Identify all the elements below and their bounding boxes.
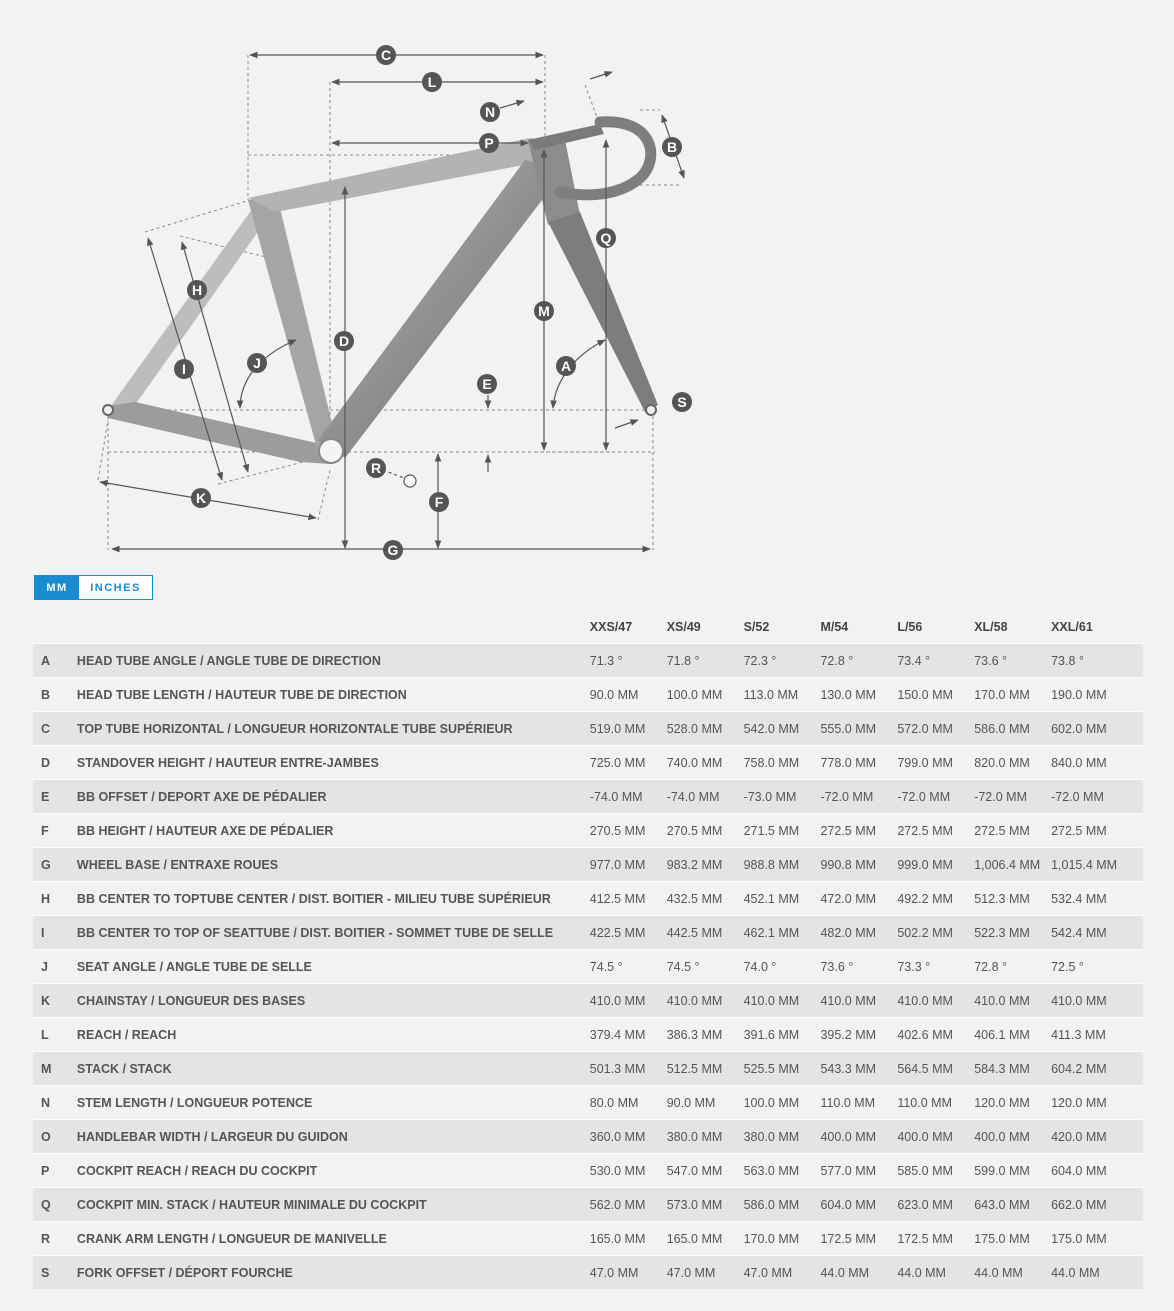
row-value: 778.0 MM: [820, 746, 897, 780]
row-label: CHAINSTAY / LONGUEUR DES BASES: [77, 984, 590, 1018]
row-value: 73.4 °: [897, 644, 974, 678]
row-letter: S: [33, 1256, 77, 1290]
row-value: 270.5 MM: [590, 814, 667, 848]
row-letter: Q: [33, 1188, 77, 1222]
row-value: 563.0 MM: [744, 1154, 821, 1188]
row-label: CRANK ARM LENGTH / LONGUEUR DE MANIVELLE: [77, 1222, 590, 1256]
header-blank: [77, 610, 590, 644]
row-value: 512.3 MM: [974, 882, 1051, 916]
header-blank: [33, 610, 77, 644]
row-value: 584.3 MM: [974, 1052, 1051, 1086]
svg-text:B: B: [666, 139, 678, 155]
row-value: 165.0 MM: [667, 1222, 744, 1256]
row-label: STANDOVER HEIGHT / HAUTEUR ENTRE-JAMBES: [77, 746, 590, 780]
size-header: XXS/47: [589, 619, 633, 634]
svg-text:R: R: [370, 460, 382, 476]
row-value: 604.0 MM: [820, 1188, 897, 1222]
svg-text:G: G: [387, 542, 399, 558]
table-row: [33, 814, 1143, 848]
row-letter: P: [33, 1154, 77, 1188]
row-value: 72.8 °: [820, 644, 897, 678]
table-row: [33, 848, 1143, 882]
row-value: 74.5 °: [667, 950, 744, 984]
marker-r: [366, 458, 386, 478]
row-value: 604.0 MM: [1051, 1154, 1143, 1188]
row-label: STACK / STACK: [77, 1052, 590, 1086]
svg-text:L: L: [427, 74, 437, 90]
row-value: -74.0 MM: [590, 780, 667, 814]
marker-f: [429, 492, 449, 512]
row-letter: E: [33, 780, 77, 814]
table-row: [33, 678, 1143, 712]
row-label: BB CENTER TO TOP OF SEATTUBE / DIST. BOITIER - SOMMET TUBE DE SELLE: [77, 916, 590, 950]
row-value: 530.0 MM: [590, 1154, 667, 1188]
row-label: REACH / REACH: [77, 1018, 590, 1052]
row-label: FORK OFFSET / DÉPORT FOURCHE: [77, 1256, 590, 1290]
row-value: 74.5 °: [590, 950, 667, 984]
row-value: 1,015.4 MM: [1051, 848, 1143, 882]
row-value: 410.0 MM: [820, 984, 897, 1018]
row-value: 555.0 MM: [820, 712, 897, 746]
row-value: 410.0 MM: [974, 984, 1051, 1018]
row-label: TOP TUBE HORIZONTAL / LONGUEUR HORIZONTALE TUBE SUPÉRIEUR: [77, 712, 590, 746]
row-value: 130.0 MM: [820, 678, 897, 712]
row-value: 73.6 °: [820, 950, 897, 984]
row-value: 564.5 MM: [897, 1052, 974, 1086]
marker-s: [672, 392, 692, 412]
row-value: 492.2 MM: [897, 882, 974, 916]
row-value: 80.0 MM: [590, 1086, 667, 1120]
marker-b: [662, 137, 682, 157]
row-letter: I: [33, 916, 77, 950]
table-row: [33, 950, 1143, 984]
row-value: 410.0 MM: [590, 984, 667, 1018]
row-value: 172.5 MM: [897, 1222, 974, 1256]
row-value: 410.0 MM: [897, 984, 974, 1018]
row-value: 113.0 MM: [744, 678, 821, 712]
row-value: 410.0 MM: [744, 984, 821, 1018]
table-row: [33, 916, 1143, 950]
row-value: 983.2 MM: [667, 848, 744, 882]
row-value: 379.4 MM: [590, 1018, 667, 1052]
table-row: [33, 1086, 1143, 1120]
row-letter: L: [33, 1018, 77, 1052]
row-value: 543.3 MM: [820, 1052, 897, 1086]
size-header: XS/49: [666, 619, 701, 634]
row-label: BB HEIGHT / HAUTEUR AXE DE PÉDALIER: [77, 814, 590, 848]
row-value: 410.0 MM: [667, 984, 744, 1018]
row-value: 360.0 MM: [590, 1120, 667, 1154]
row-value: 412.5 MM: [590, 882, 667, 916]
row-value: 990.8 MM: [820, 848, 897, 882]
row-value: -72.0 MM: [820, 780, 897, 814]
row-value: 90.0 MM: [590, 678, 667, 712]
row-letter: G: [33, 848, 77, 882]
table-row: [33, 644, 1143, 678]
row-value: 175.0 MM: [974, 1222, 1051, 1256]
row-letter: M: [33, 1052, 77, 1086]
row-value: 472.0 MM: [820, 882, 897, 916]
unit-inches-button[interactable]: INCHES: [79, 576, 152, 599]
svg-text:P: P: [484, 135, 494, 151]
svg-text:Q: Q: [600, 230, 612, 246]
row-value: 799.0 MM: [897, 746, 974, 780]
table-row: [33, 1120, 1143, 1154]
row-label: COCKPIT MIN. STACK / HAUTEUR MINIMALE DU COCKPIT: [77, 1188, 590, 1222]
row-value: 585.0 MM: [897, 1154, 974, 1188]
bike-frame: [103, 122, 658, 487]
row-value: 740.0 MM: [667, 746, 744, 780]
row-value: 120.0 MM: [1051, 1086, 1143, 1120]
row-value: 72.3 °: [744, 644, 821, 678]
row-letter: N: [33, 1086, 77, 1120]
row-value: 482.0 MM: [820, 916, 897, 950]
row-value: 44.0 MM: [897, 1256, 974, 1290]
row-value: 525.5 MM: [744, 1052, 821, 1086]
row-letter: R: [33, 1222, 77, 1256]
row-value: 395.2 MM: [820, 1018, 897, 1052]
row-value: 391.6 MM: [744, 1018, 821, 1052]
row-value: 512.5 MM: [667, 1052, 744, 1086]
row-value: 272.5 MM: [897, 814, 974, 848]
row-value: 74.0 °: [744, 950, 821, 984]
row-letter: B: [33, 678, 77, 712]
row-letter: C: [33, 712, 77, 746]
svg-text:N: N: [484, 104, 496, 120]
row-value: 100.0 MM: [667, 678, 744, 712]
row-value: 420.0 MM: [1051, 1120, 1143, 1154]
row-value: 547.0 MM: [667, 1154, 744, 1188]
marker-a: [556, 356, 576, 376]
row-value: 840.0 MM: [1051, 746, 1143, 780]
row-value: 72.5 °: [1051, 950, 1143, 984]
marker-p: [479, 133, 499, 153]
row-letter: H: [33, 882, 77, 916]
row-value: 462.1 MM: [744, 916, 821, 950]
size-header: XXL/61: [1051, 619, 1093, 634]
row-value: 577.0 MM: [820, 1154, 897, 1188]
row-value: -72.0 MM: [974, 780, 1051, 814]
row-value: 386.3 MM: [667, 1018, 744, 1052]
row-value: 502.2 MM: [897, 916, 974, 950]
marker-n: [480, 102, 500, 122]
row-value: 432.5 MM: [667, 882, 744, 916]
row-value: 643.0 MM: [974, 1188, 1051, 1222]
table-row: [33, 984, 1143, 1018]
row-label: SEAT ANGLE / ANGLE TUBE DE SELLE: [77, 950, 590, 984]
row-value: 988.8 MM: [744, 848, 821, 882]
row-value: 100.0 MM: [744, 1086, 821, 1120]
table-row: [33, 1222, 1143, 1256]
svg-text:K: K: [195, 490, 207, 506]
table-row: [33, 746, 1143, 780]
marker-c: [376, 45, 396, 65]
svg-text:A: A: [560, 358, 572, 374]
row-label: HANDLEBAR WIDTH / LARGEUR DU GUIDON: [77, 1120, 590, 1154]
row-value: 402.6 MM: [897, 1018, 974, 1052]
row-value: 725.0 MM: [590, 746, 667, 780]
row-value: 820.0 MM: [974, 746, 1051, 780]
row-value: 71.3 °: [590, 644, 667, 678]
row-value: 44.0 MM: [974, 1256, 1051, 1290]
row-value: 72.8 °: [974, 950, 1051, 984]
row-value: 272.5 MM: [820, 814, 897, 848]
row-value: 175.0 MM: [1051, 1222, 1143, 1256]
row-value: 271.5 MM: [744, 814, 821, 848]
row-value: 110.0 MM: [897, 1086, 974, 1120]
row-value: 422.5 MM: [590, 916, 667, 950]
geometry-table: [33, 610, 1143, 1289]
marker-m: [534, 301, 554, 321]
table-row: [33, 780, 1143, 814]
size-header: S/52: [743, 619, 770, 634]
row-value: 170.0 MM: [974, 678, 1051, 712]
table-row: [33, 1018, 1143, 1052]
row-value: 542.0 MM: [744, 712, 821, 746]
unit-mm-button[interactable]: MM: [35, 576, 79, 599]
row-value: 1,006.4 MM: [974, 848, 1051, 882]
row-value: 380.0 MM: [667, 1120, 744, 1154]
row-value: 190.0 MM: [1051, 678, 1143, 712]
table-row: [33, 1052, 1143, 1086]
table-row: [33, 882, 1143, 916]
row-label: BB OFFSET / DEPORT AXE DE PÉDALIER: [77, 780, 590, 814]
row-value: 572.0 MM: [897, 712, 974, 746]
svg-text:I: I: [182, 361, 186, 377]
row-value: 400.0 MM: [897, 1120, 974, 1154]
row-value: 623.0 MM: [897, 1188, 974, 1222]
row-value: 170.0 MM: [744, 1222, 821, 1256]
row-value: 110.0 MM: [820, 1086, 897, 1120]
row-value: 73.3 °: [897, 950, 974, 984]
row-value: 442.5 MM: [667, 916, 744, 950]
row-value: 120.0 MM: [974, 1086, 1051, 1120]
table-row: [33, 712, 1143, 746]
row-value: 47.0 MM: [590, 1256, 667, 1290]
row-value: 501.3 MM: [590, 1052, 667, 1086]
row-value: 562.0 MM: [590, 1188, 667, 1222]
size-header: XL/58: [974, 619, 1008, 634]
row-value: 411.3 MM: [1051, 1018, 1143, 1052]
row-value: 758.0 MM: [744, 746, 821, 780]
row-letter: J: [33, 950, 77, 984]
frame-geometry-diagram: [0, 0, 1174, 570]
marker-j: [247, 353, 267, 373]
row-label: STEM LENGTH / LONGUEUR POTENCE: [77, 1086, 590, 1120]
row-value: 573.0 MM: [667, 1188, 744, 1222]
unit-toggle: [34, 575, 153, 600]
row-label: BB CENTER TO TOPTUBE CENTER / DIST. BOITIER - MILIEU TUBE SUPÉRIEUR: [77, 882, 590, 916]
row-label: HEAD TUBE LENGTH / HAUTEUR TUBE DE DIRECTION: [77, 678, 590, 712]
svg-text:E: E: [482, 376, 492, 392]
marker-i: [174, 359, 194, 379]
row-letter: F: [33, 814, 77, 848]
row-letter: K: [33, 984, 77, 1018]
row-value: 519.0 MM: [590, 712, 667, 746]
row-value: 47.0 MM: [667, 1256, 744, 1290]
row-value: 522.3 MM: [974, 916, 1051, 950]
svg-text:D: D: [338, 333, 350, 349]
row-value: 172.5 MM: [820, 1222, 897, 1256]
table-row: [33, 1154, 1143, 1188]
row-value: 662.0 MM: [1051, 1188, 1143, 1222]
row-value: 165.0 MM: [590, 1222, 667, 1256]
row-value: 400.0 MM: [974, 1120, 1051, 1154]
size-header: L/56: [897, 619, 923, 634]
row-letter: D: [33, 746, 77, 780]
table-row: [33, 1256, 1143, 1290]
row-value: 73.8 °: [1051, 644, 1143, 678]
row-value: 73.6 °: [974, 644, 1051, 678]
row-value: 44.0 MM: [820, 1256, 897, 1290]
row-letter: O: [33, 1120, 77, 1154]
marker-k: [191, 488, 211, 508]
svg-text:S: S: [677, 394, 687, 410]
row-value: 586.0 MM: [974, 712, 1051, 746]
row-value: -73.0 MM: [744, 780, 821, 814]
marker-e: [477, 374, 497, 394]
row-value: 90.0 MM: [667, 1086, 744, 1120]
marker-l: [422, 72, 442, 92]
row-value: 586.0 MM: [744, 1188, 821, 1222]
row-value: 47.0 MM: [744, 1256, 821, 1290]
row-letter: A: [33, 644, 77, 678]
row-value: 532.4 MM: [1051, 882, 1143, 916]
row-value: 410.0 MM: [1051, 984, 1143, 1018]
svg-text:M: M: [538, 303, 550, 319]
row-label: COCKPIT REACH / REACH DU COCKPIT: [77, 1154, 590, 1188]
svg-text:H: H: [191, 282, 203, 298]
row-value: 999.0 MM: [897, 848, 974, 882]
row-value: 272.5 MM: [1051, 814, 1143, 848]
svg-text:J: J: [253, 355, 261, 371]
row-value: 406.1 MM: [974, 1018, 1051, 1052]
row-label: HEAD TUBE ANGLE / ANGLE TUBE DE DIRECTION: [77, 644, 590, 678]
marker-d: [334, 331, 354, 351]
row-value: 602.0 MM: [1051, 712, 1143, 746]
size-header: M/54: [820, 619, 849, 634]
marker-q: [596, 228, 616, 248]
row-value: 380.0 MM: [744, 1120, 821, 1154]
marker-g: [383, 540, 403, 560]
svg-text:F: F: [434, 494, 444, 510]
row-value: 400.0 MM: [820, 1120, 897, 1154]
row-value: 452.1 MM: [744, 882, 821, 916]
row-value: 604.2 MM: [1051, 1052, 1143, 1086]
row-value: 150.0 MM: [897, 678, 974, 712]
row-value: 977.0 MM: [590, 848, 667, 882]
row-value: 44.0 MM: [1051, 1256, 1143, 1290]
table-header-row: [33, 610, 1143, 644]
row-value: 272.5 MM: [974, 814, 1051, 848]
row-value: -74.0 MM: [667, 780, 744, 814]
row-label: WHEEL BASE / ENTRAXE ROUES: [77, 848, 590, 882]
row-value: 542.4 MM: [1051, 916, 1143, 950]
marker-h: [187, 280, 207, 300]
table-row: [33, 1188, 1143, 1222]
row-value: 528.0 MM: [667, 712, 744, 746]
row-value: -72.0 MM: [897, 780, 974, 814]
row-value: 270.5 MM: [667, 814, 744, 848]
row-value: 599.0 MM: [974, 1154, 1051, 1188]
row-value: -72.0 MM: [1051, 780, 1143, 814]
svg-text:C: C: [380, 47, 392, 63]
row-value: 71.8 °: [667, 644, 744, 678]
